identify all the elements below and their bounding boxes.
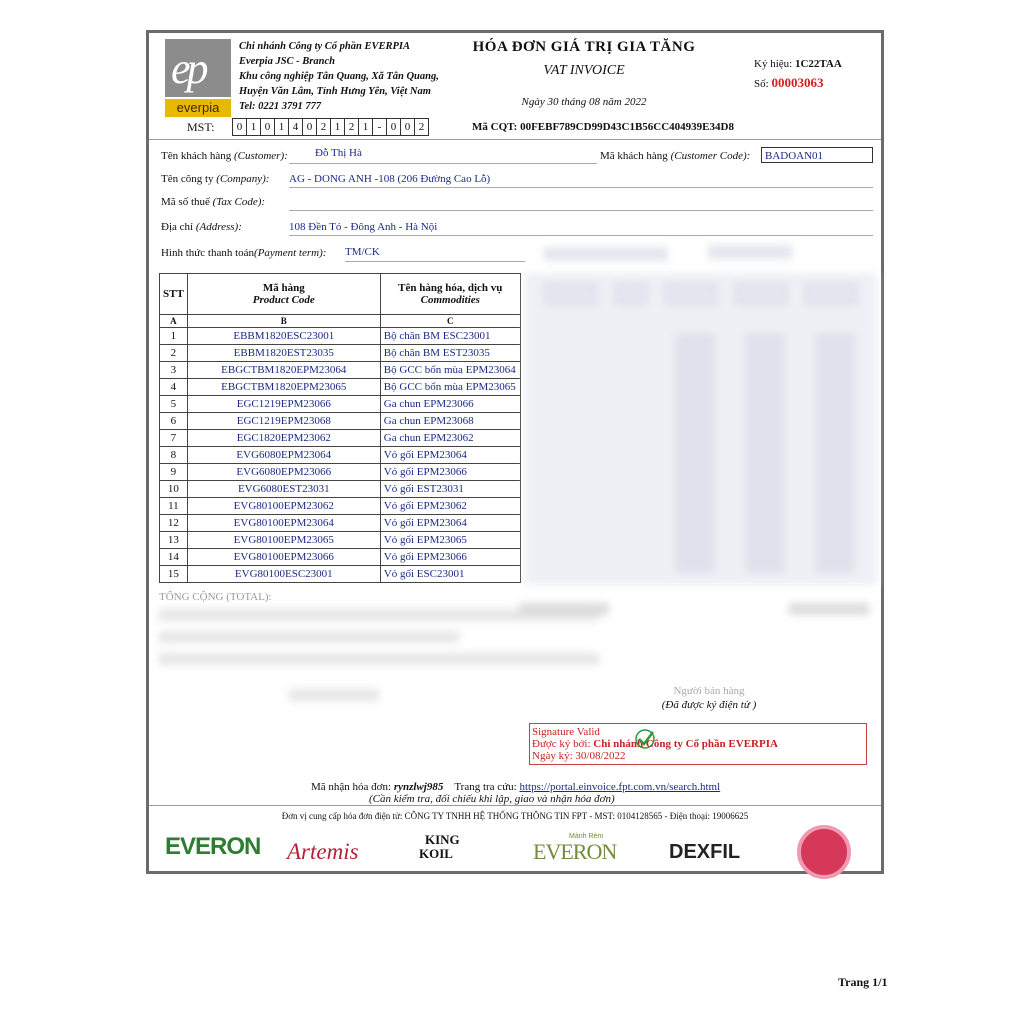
blurred-table-columns	[525, 273, 877, 585]
mst-digit: 0	[386, 118, 401, 136]
cqt-code: Mã CQT: 00FEBF789CD99D43C1B56CC404939E34D8	[472, 121, 734, 133]
underline	[289, 210, 873, 211]
items-table	[159, 273, 521, 583]
table-row: 11 EVG80100EPM23062 Vỏ gối EPM23062	[160, 498, 521, 515]
customer-code-box: BADOAN01	[761, 147, 873, 163]
footer-divider	[149, 805, 881, 806]
underline	[289, 163, 597, 164]
company-line: Chi nhánh Công ty Cổ phần EVERPIA	[239, 41, 410, 52]
company-line: Huyện Văn Lâm, Tỉnh Hưng Yên, Việt Nam	[239, 86, 431, 97]
mst-digit: 4	[288, 118, 303, 136]
mst-digit: 2	[316, 118, 331, 136]
company-line: Khu công nghiệp Tân Quang, Xã Tân Quang,	[239, 71, 439, 82]
invoice-title-vn: HÓA ĐƠN GIÁ TRỊ GIA TĂNG	[472, 39, 696, 55]
col-name-header: Tên hàng hóa, dịch vụ Commodities	[380, 274, 520, 315]
certification-badge-icon	[797, 825, 851, 879]
everon-blinds-logo: EVERON	[533, 839, 617, 864]
table-row: 7 EGC1820EPM23062 Ga chun EPM23062	[160, 430, 521, 447]
lookup-code: rynzlwj985	[393, 781, 444, 793]
customer-name: Đỗ Thị Hà	[315, 147, 362, 159]
logo-mark-icon: ep	[165, 39, 231, 97]
mst-digit: 2	[414, 118, 429, 136]
provider-info: Đơn vị cung cấp hóa đơn điện tử: CÔNG TY TNHH HỆ THỐNG THÔNG TIN FPT - MST: 0104128565 - Điện thoại: 19006625	[281, 811, 749, 821]
lookup-note: (Cần kiểm tra, đối chiếu khi lập, giao và nhận hóa đơn)	[369, 793, 615, 805]
signature-valid-check-icon	[633, 727, 657, 751]
table-row: 14 EVG80100EPM23066 Vỏ gối EPM23066	[160, 549, 521, 566]
lookup-info: Mã nhận hóa đơn: rynzlwj985 Trang tra cứu: https://portal.einvoice.fpt.com.vn/search.html	[311, 781, 721, 793]
underline	[289, 187, 873, 188]
address-value: 108 Đền Tó - Đông Anh - Hà Nội	[289, 221, 438, 233]
tax-code-label: Mã số thuế (Tax Code):	[161, 196, 266, 208]
table-row: 4 EBGCTBM1820EPM23065 Bộ GCC bốn mùa EPM23065	[160, 379, 521, 396]
col-code-header: Mã hàng Product Code	[187, 274, 380, 315]
company-value: AG - DONG ANH -108 (206 Đường Cao Lỗ)	[289, 173, 491, 185]
digital-signature-box[interactable]	[529, 723, 867, 765]
mst-digit: 0	[232, 118, 247, 136]
underline	[289, 235, 873, 236]
blurred-region	[529, 238, 873, 268]
mst-digit: 0	[302, 118, 317, 136]
table-row: 10 EVG6080EST23031 Vỏ gối EST23031	[160, 481, 521, 498]
king-koil-logo: KING KOIL	[419, 832, 460, 861]
address-label: Địa chỉ (Address):	[161, 221, 242, 233]
table-row: 2 EBBM1820EST23035 Bộ chăn BM EST23035	[160, 345, 521, 362]
table-row: 3 EBGCTBM1820EPM23064 Bộ GCC bốn mùa EPM23064	[160, 362, 521, 379]
company-label: Tên công ty (Company):	[161, 173, 270, 185]
everon-blinds-subtitle: Mành Rèm	[569, 833, 604, 840]
col-letter: B	[187, 315, 380, 328]
table-row: 8 EVG6080EPM23064 Vỏ gối EPM23064	[160, 447, 521, 464]
customer-code-label: Mã khách hàng (Customer Code):	[600, 150, 751, 162]
page-number: Trang 1/1	[838, 975, 888, 989]
table-row: 12 EVG80100EPM23064 Vỏ gối EPM23064	[160, 515, 521, 532]
company-line: Tel: 0221 3791 777	[239, 101, 322, 112]
table-row: 5 EGC1219EPM23066 Ga chun EPM23066	[160, 396, 521, 413]
invoice-date: Ngày 30 tháng 08 năm 2022	[521, 96, 647, 108]
seller-label: Người bán hàng	[673, 685, 745, 697]
mst-digit: 0	[260, 118, 275, 136]
table-row: 6 EGC1219EPM23068 Ga chun EPM23068	[160, 413, 521, 430]
total-label: TỔNG CỘNG (TOTAL):	[159, 591, 272, 603]
signature-signer: Được ký bởi: Chi nhánh Công ty Cổ phần EVERPIA	[532, 738, 778, 750]
serial-label: Ký hiệu:	[754, 58, 795, 70]
dexfil-logo: DEXFIL	[669, 841, 741, 863]
mst-label: MST:	[187, 120, 215, 134]
mst-digit: 1	[246, 118, 261, 136]
mst-digit: 2	[344, 118, 359, 136]
mst-digit: 1	[330, 118, 345, 136]
table-row: 9 EVG6080EPM23066 Vỏ gối EPM23066	[160, 464, 521, 481]
header-divider	[149, 139, 881, 140]
serial-value: 1C22TAA	[794, 58, 842, 70]
col-letter: C	[380, 315, 520, 328]
table-letter-row	[160, 315, 521, 328]
invoice-serial	[754, 58, 842, 70]
everon-logo: EVERON	[165, 833, 261, 860]
col-stt-header: STT	[160, 274, 188, 315]
mst-digit: 1	[274, 118, 289, 136]
payment-term-label: Hình thức thanh toán(Payment term):	[161, 247, 327, 259]
artemis-logo: Artemis	[287, 839, 359, 864]
company-line: Everpia JSC - Branch	[239, 56, 335, 67]
underline	[345, 261, 525, 262]
table-row: 13 EVG80100EPM23065 Vỏ gối EPM23065	[160, 532, 521, 549]
table-row: 15 EVG80100ESC23001 Vỏ gối ESC23001	[160, 566, 521, 583]
mst-digit: 0	[400, 118, 415, 136]
everpia-logo	[165, 39, 231, 117]
invoice-title-en: VAT INVOICE	[543, 63, 625, 78]
signature-status: Signature Valid	[532, 726, 600, 738]
logo-word: everpia	[165, 99, 231, 117]
table-row: 1 EBBM1820ESC23001 Bộ chăn BM ESC23001	[160, 328, 521, 345]
lookup-link[interactable]: https://portal.einvoice.fpt.com.vn/search.html	[519, 781, 721, 793]
customer-name-label: Tên khách hàng (Customer):	[161, 150, 288, 162]
number-value: 00003063	[771, 75, 824, 90]
invoice-document	[146, 30, 884, 874]
mst-digit: 1	[358, 118, 373, 136]
invoice-number	[754, 75, 823, 91]
payment-term-value: TM/CK	[345, 246, 380, 258]
col-letter: A	[160, 315, 188, 328]
seller-note: (Đã được ký điện tử )	[661, 699, 757, 711]
mst-digit-boxes	[233, 118, 429, 136]
mst-digit: -	[372, 118, 387, 136]
number-label: Số:	[754, 78, 772, 90]
table-header-row	[160, 274, 521, 315]
signature-date: Ngày ký: 30/08/2022	[532, 750, 626, 762]
